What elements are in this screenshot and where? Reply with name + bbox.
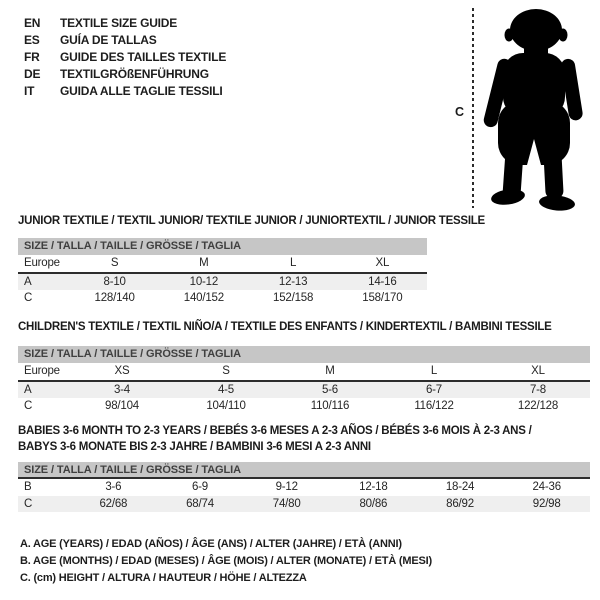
- cell: 158/170: [362, 292, 403, 304]
- cell: 128/140: [94, 292, 135, 304]
- language-code: DE: [24, 67, 41, 81]
- table-row: [18, 363, 590, 382]
- language-row: [24, 49, 226, 66]
- row-label: C: [24, 400, 33, 412]
- cell: 3-6: [105, 481, 122, 493]
- cell: 10-12: [189, 276, 219, 288]
- section-title-junior: JUNIOR TEXTILE / TEXTIL JUNIOR/ TEXTILE JUNIOR / JUNIORTEXTIL / JUNIOR TESSILE: [18, 215, 485, 227]
- language-title: GUIDA ALLE TAGLIE TESSILI: [60, 84, 223, 98]
- language-code: EN: [24, 16, 41, 30]
- cell: XL: [531, 365, 545, 377]
- cell: 116/122: [414, 400, 454, 412]
- cell: 86/92: [446, 498, 474, 510]
- cell: 92/98: [532, 498, 561, 510]
- legend-line-c: C. (cm) HEIGHT / ALTURA / HAUTEUR / HÖHE / ALTEZZA: [20, 572, 307, 584]
- language-title: TEXTILGRÖßENFÜHRUNG: [60, 67, 209, 81]
- language-code: FR: [24, 50, 40, 64]
- section-title-children: CHILDREN'S TEXTILE / TEXTIL NIÑO/A / TEXTILE DES ENFANTS / KINDERTEXTIL / BAMBINI TESSILE: [18, 321, 552, 333]
- cell: M: [199, 257, 209, 269]
- cell: M: [325, 365, 335, 377]
- row-label: C: [24, 292, 33, 304]
- table-row: [18, 479, 590, 496]
- legend-line-b: B. AGE (MONTHS) / EDAD (MESES) / ÂGE (MOIS) / ALTER (MONATE) / ETÀ (MESI): [20, 555, 432, 567]
- cell: 74/80: [272, 498, 301, 510]
- cell: 110/116: [310, 400, 350, 412]
- table-row: [18, 274, 427, 290]
- section-title-babies: [18, 423, 532, 455]
- cell: 80/86: [359, 498, 388, 510]
- size-table-children: [18, 346, 590, 414]
- cell: XL: [375, 257, 390, 269]
- size-table-junior: [18, 238, 427, 306]
- row-label: A: [24, 276, 32, 288]
- height-dashed-line: [472, 8, 474, 208]
- table-row: [18, 496, 590, 512]
- row-label: A: [24, 384, 32, 396]
- table-row: [18, 382, 590, 398]
- cell: 62/68: [99, 498, 128, 510]
- cell: 14-16: [368, 276, 397, 288]
- cell: L: [290, 257, 297, 269]
- language-row: [24, 15, 226, 32]
- cell: XS: [114, 365, 130, 377]
- cell: 98/104: [105, 400, 139, 412]
- size-header-bar: SIZE / TALLA / TAILLE / GRÖSSE / TAGLIA: [18, 346, 590, 363]
- cell: 4-5: [217, 384, 235, 396]
- cell: 18-24: [445, 481, 475, 493]
- row-label: B: [24, 481, 32, 493]
- table-row: [18, 398, 590, 414]
- cell: 12-13: [278, 276, 308, 288]
- language-title: TEXTILE SIZE GUIDE: [60, 16, 178, 30]
- row-label: C: [24, 498, 33, 510]
- table-row: [18, 255, 427, 274]
- language-list: [24, 15, 226, 100]
- row-label: Europe: [24, 365, 60, 377]
- cell: S: [222, 365, 230, 377]
- legend-line-a: A. AGE (YEARS) / EDAD (AÑOS) / ÂGE (ANS) / ALTER (JAHRE) / ETÀ (ANNI): [20, 538, 402, 550]
- language-code: IT: [24, 84, 35, 98]
- cell: 152/158: [273, 292, 314, 304]
- language-title: GUIDE DES TAILLES TEXTILE: [60, 50, 227, 64]
- baby-silhouette-icon: [481, 7, 593, 212]
- language-row: [24, 83, 226, 100]
- language-row: [24, 32, 226, 49]
- cell: 24-36: [532, 481, 561, 493]
- cell: L: [430, 365, 438, 377]
- cell: 8-10: [103, 276, 126, 288]
- cell: S: [110, 257, 119, 269]
- cell: 5-6: [321, 384, 339, 396]
- cell: 6-9: [191, 481, 209, 493]
- cell: 9-12: [275, 481, 298, 493]
- baby-figure: [455, 5, 600, 217]
- cell: 3-4: [113, 384, 131, 396]
- row-label: Europe: [24, 257, 60, 269]
- cell: 122/128: [517, 400, 559, 412]
- language-title: GUÍA DE TALLAS: [60, 33, 157, 47]
- section-title-babies-line1: BABIES 3-6 MONTH TO 2-3 YEARS / BEBÉS 3-6 MESES A 2-3 AÑOS / BÉBÉS 3-6 MOIS À 2-3 ANS /: [18, 425, 532, 437]
- height-label-c: C: [455, 105, 465, 119]
- cell: 68/74: [186, 498, 214, 510]
- size-header-bar: SIZE / TALLA / TAILLE / GRÖSSE / TAGLIA: [18, 462, 590, 479]
- cell: 6-7: [425, 384, 443, 396]
- cell: 7-8: [529, 384, 547, 396]
- cell: 12-18: [359, 481, 388, 493]
- cell: 104/110: [206, 400, 246, 412]
- language-row: [24, 66, 226, 83]
- size-header-bar: SIZE / TALLA / TAILLE / GRÖSSE / TAGLIA: [18, 238, 427, 255]
- section-title-babies-line2: BABYS 3-6 MONATE BIS 2-3 JAHRE / BAMBINI 3-6 MESI A 2-3 ANNI: [18, 441, 371, 453]
- table-row: [18, 290, 427, 306]
- legend: [20, 536, 432, 587]
- size-table-babies: [18, 462, 590, 512]
- cell: 140/152: [183, 292, 224, 304]
- language-code: ES: [24, 33, 40, 47]
